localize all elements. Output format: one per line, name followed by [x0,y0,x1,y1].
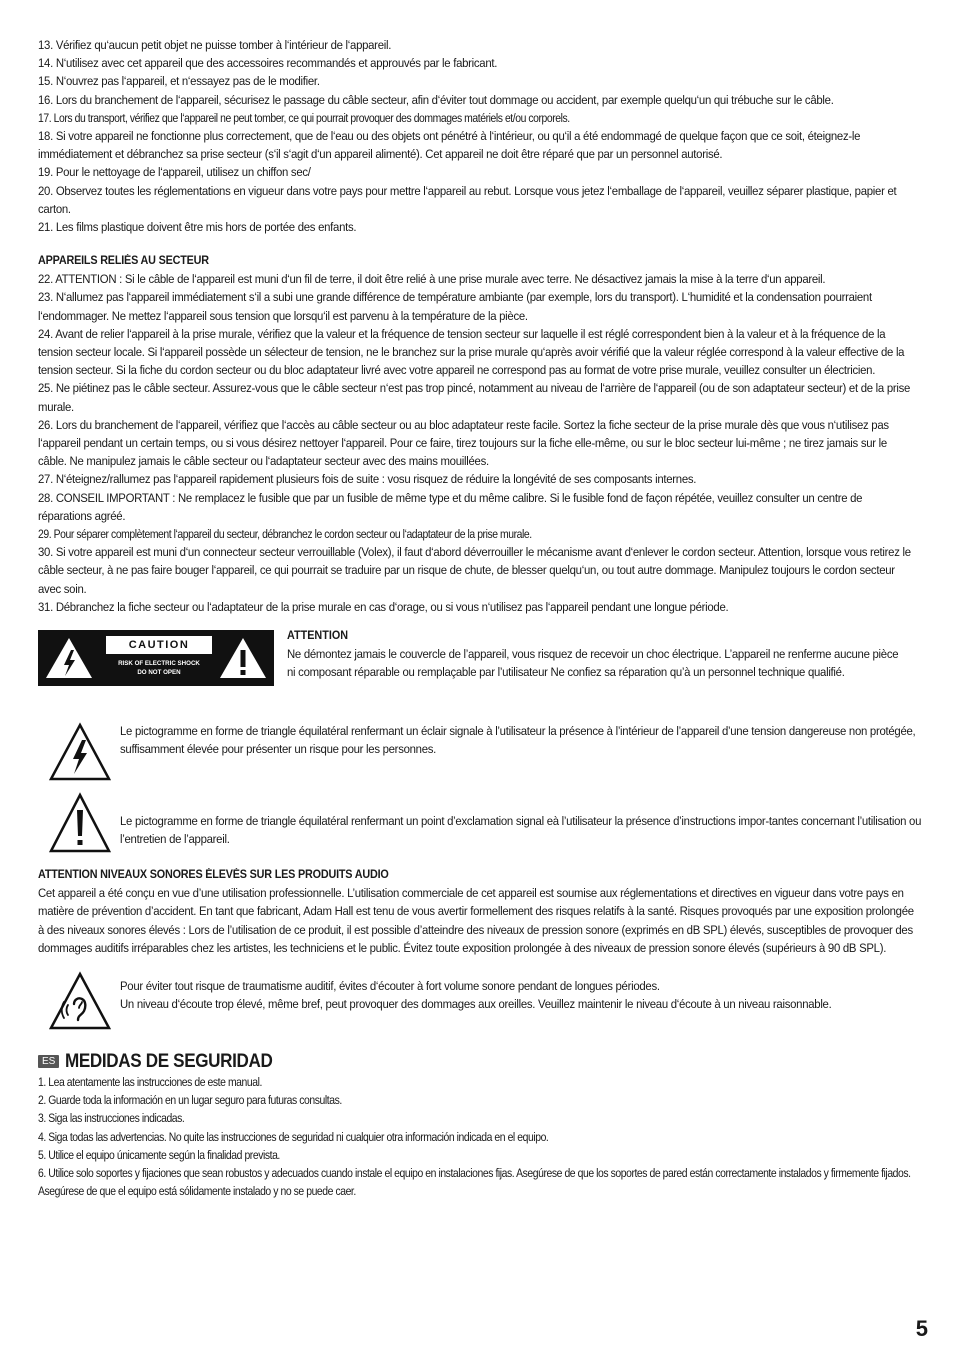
list-item: 18. Si votre appareil ne fonctionne plus correctement, que de l‘eau ou des objets ont pénétré à l‘intérieur, ou qu‘il a été endommagé de quelque façon que ce soit, éteignez-le immédiatement et débranchez sa prise secteur (s‘il s‘agit d‘un appareil alimenté). Cet appareil ne doit être réparé que par un personnel autorisé. [38,129,861,162]
list-item: 30. Si votre appareil est muni d‘un connecteur secteur verrouillable (Volex), il faut d‘abord déverrouiller le mécanisme avant d‘enlever le cordon secteur. Attention, lorsque vous retirez le câble secteur, à ne pas faire bouger l‘appareil, ce qui pourrait se traduire par un risque de chute, de blesser quelqu‘un, ou tout autre dommage. Manipulez toujours le cordon secteur avec soin. [38,545,911,596]
section-heading-sound: ATTENTION NIVEAUX SONORES ÉLEVÉS SUR LES PRODUITS AUDIO [38,869,389,882]
language-badge: ES [38,1055,59,1068]
list-item: 25. Ne piétinez pas le câble secteur. Assurez-vous que le câble secteur n‘est pas trop pincé, notamment au niveau de l‘arrière de l‘appareil (ou de son adaptateur secteur) et de la prise murale. [38,381,911,414]
list-item: 2. Guarde toda la información en un lugar seguro para futuras consultas. [38,1093,342,1108]
list-item: 1. Lea atentamente las instrucciones de este manual. [38,1074,262,1089]
list-item: 3. Siga las instrucciones indicadas. [38,1111,185,1126]
picto-lightning-row [38,722,916,786]
picto-lightning-text: Le pictogramme en forme de triangle équilatéral renfermant un éclair signale à l’utilisateur la présence à l’intérieur de l’appareil d’une tension dangereuse non protégée, suffisamment élevée pour présenter un risque pour les personnes. [120,724,916,757]
exclamation-triangle-icon [48,792,112,854]
list-item: 6. Utilice solo soportes y fijaciones que sean robustos y adecuados cuando instale el equipo en instalaciones fijas. Asegúrese de que los soportes de pared están correctamente instalados y firmemente fijados. Asegúrese de que el equipo está sólidamente instalado y no se puede caer. [38,1165,911,1199]
list-item: 20. Observez toutes les réglementations en vigueur dans votre pays pour mettre l‘appareil au rebut. Lorsque vous jetez l‘emballage de l‘appareil, veuillez séparer plastique, papier et carton. [38,183,897,216]
caution-title: CAUTION [106,636,212,654]
attention-block [287,628,927,681]
section-heading-secteur: APPAREILS RELIÉS AU SECTEUR [38,255,209,268]
lightning-triangle-icon [48,722,112,782]
hearing-line: Un niveau d‘écoute trop élevé, même bref, peut provoquer des dommages aux oreilles. Veuillez maintenir le niveau d‘écoute à un niveau raisonnable. [120,997,832,1012]
list-item: 15. N‘ouvrez pas l‘appareil, et n‘essayez pas de le modifier. [38,74,320,89]
picto-exclamation-text: Le pictogramme en forme de triangle équilatéral renfermant un point d’exclamation signal eà l’utilisateur la présence d’instructions impor-tantes concernant l’utilisation ou l’entretien de l’appareil. [120,814,922,847]
page-number: 5 [915,1316,928,1341]
hearing-text [120,977,954,1013]
caution-row [38,628,916,714]
list-item: 13. Vérifiez qu‘aucun petit objet ne puisse tomber à l‘intérieur de l‘appareil. [38,38,392,52]
caution-label-graphic [38,630,274,686]
sound-paragraph: Cet appareil a été conçu en vue d’une utilisation professionnelle. L’utilisation commerciale de cet appareil est soumise aux réglementations et directives en vigueur dans votre pays en matière de prévention d’accident. En tant que fabricant, Adam Hall est tenu de vous avertir formellement des risques relatifs à la santé. Risques provoqués par une exposition prolongée à des niveaux sonores élevés : Lors de l’utilisation de ce produit, il est possible d’atteindre des niveaux de pression sonore (exprimés en dB SPL) élevés, susceptibles de provoquer des dommages auditifs irréparables chez les artistes, les techniciens et le public. Évitez toute exposition prolongée à des niveaux de pression sonore élevés (supérieurs à 90 dB SPL). [38,886,914,955]
list-item: 4. Siga todas las advertencias. No quite las instrucciones de seguridad ni cualquier otra información indicada en el equipo. [38,1129,549,1144]
document-page [38,36,922,1200]
list-item: 24. Avant de relier l‘appareil à la prise murale, vérifiez que la valeur et la fréquence de tension secteur sur laquelle il est réglé correspondent bien à la valeur et à la fréquence de la tension secteur locale. Si l‘appareil possède un sélecteur de tension, ne le branchez sur la prise murale qu‘après avoir vérifié que la valeur réglée correspond à la valeur effective de la tension secteur. Si la fiche du cordon secteur ou du bloc adaptateur livré avec votre appareil ne correspond pas au format de votre prise murale, veuillez consulter un électricien. [38,326,905,378]
list-item: 29. Pour séparer complètement l‘appareil du secteur, débranchez le cordon secteur ou l‘adaptateur de la prise murale. [38,527,532,542]
list-item: 27. N‘éteignez/rallumez pas l‘appareil rapidement plusieurs fois de suite : vosu risquez de réduire la longévité de ses composants internes. [38,472,697,487]
list-item: 22. ATTENTION : Si le câble de l‘appareil est muni d‘un fil de terre, il doit être relié à une prise murale avec terre. Ne désactivez jamais la mise à la terre d‘un appareil. [38,272,826,287]
attention-text: Ne démontez jamais le couvercle de l’appareil, vous risquez de recevoir un choc électrique. L’appareil ne renferme aucune pièce ni composant réparable ou remplaçable par l’utilisateur Ne confiez sa réparation qu’à un personnel technique qualifié. [287,647,899,680]
es-safety-list [38,1073,916,1200]
caution-subtitle-line: RISK OF ELECTRIC SHOCK [118,660,200,668]
attention-title: ATTENTION [287,630,349,643]
list-item: 5. Utilice el equipo únicamente según la finalidad prevista. [38,1147,280,1162]
list-item: 28. CONSEIL IMPORTANT : Ne remplacez le fusible que par un fusible de même type et du même calibre. Si le fusible fond de façon répétée, veuillez consulter un centre de réparations agréé. [38,490,863,523]
fr-safety-list-2 [38,270,916,616]
list-item: 23. N‘allumez pas l‘appareil immédiatement s‘il a subi une grande différence de température ambiante (par exemple, lors du transport). L‘humidité et la condensation pourraient l‘endommager. Ne mettez l‘appareil sous tension que lorsqu‘il est parvenu à la température de la pièce. [38,290,872,323]
hearing-line: Pour éviter tout risque de traumatisme auditif, évites d‘écouter à fort volume sonore pendant de longues périodes. [120,978,660,993]
list-item: 14. N‘utilisez avec cet appareil que des accessoires recommandés et approuvés par le fabricant. [38,56,498,71]
list-item: 26. Lors du branchement de l‘appareil, vérifiez que l‘accès au câble secteur ou au bloc adaptateur reste facile. Sortez la fiche secteur de la prise murale dès que vous n‘utilisez pas l‘appareil pendant un certain temps, ou si vous désirez nettoyer l‘appareil. Pour ce faire, tirez toujours sur la fiche elle-même, ou sur le bloc secteur lui-même ; ne tirez jamais sur le câble. Ne manipulez jamais le câble secteur ou l‘adaptateur secteur avec des mains mouillées. [38,417,889,469]
list-item: 16. Lors du branchement de l‘appareil, sécurisez le passage du câble secteur, afin d‘éviter tout dommage ou accident, par exemple quelqu‘un qui trébuche sur le câble. [38,92,834,107]
picto-exclamation-row [38,792,922,856]
list-item: 19. Pour le nettoyage de l‘appareil, utilisez un chiffon sec/ [38,165,311,180]
list-item: 17. Lors du transport, vérifiez que l‘appareil ne peut tomber, ce qui pourrait provoquer des dommages matériels et/ou corporels. [38,110,570,125]
caution-subtitle-line: DO NOT OPEN [137,669,181,677]
hearing-damage-icon [48,971,112,1031]
list-item: 21. Les films plastique doivent être mis hors de portée des enfants. [38,220,357,235]
list-item: 31. Débranchez la fiche secteur ou l‘adaptateur de la prise murale en cas d‘orage, ou si vous n‘utilisez pas l‘appareil pendant une longue période. [38,599,729,614]
es-section-header [38,1051,916,1073]
hearing-row [38,971,916,1033]
exclamation-warning-icon [218,636,268,680]
fr-safety-list-1 [38,36,916,236]
caution-subtitle [100,659,218,677]
electric-shock-warning-icon [44,636,94,680]
es-section-title: MEDIDAS DE SEGURIDAD [65,1050,273,1072]
